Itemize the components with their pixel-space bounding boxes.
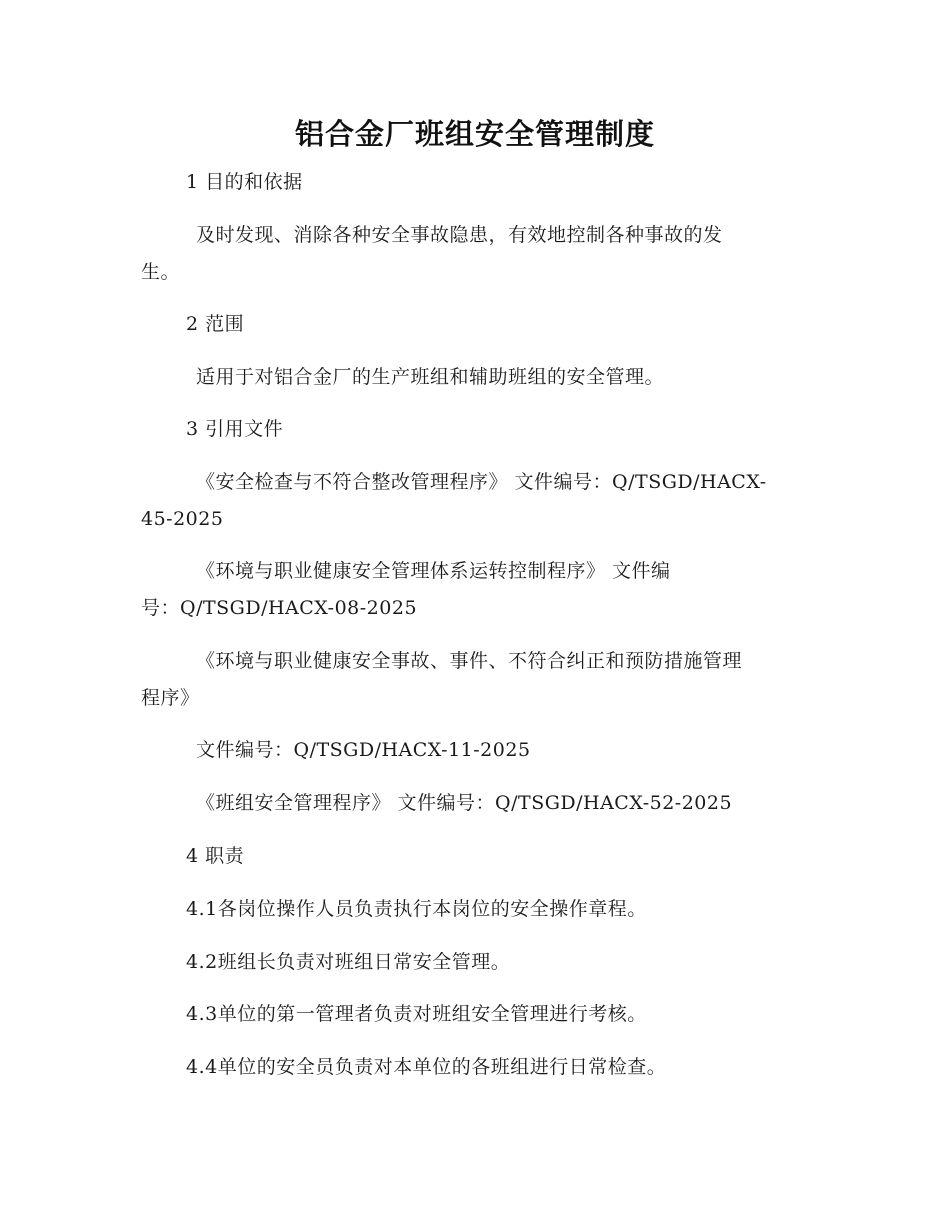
duty-4-3: 4.3单位的第一管理者负责对班组安全管理进行考核。: [186, 1003, 647, 1025]
section-1-body-line-2: 生。: [141, 261, 181, 283]
reference-3-line-2: 程序》: [141, 687, 200, 709]
reference-2-line-1: 《环境与职业健康安全管理体系运转控制程序》 文件编: [196, 560, 671, 582]
section-2-body: 适用于对铝合金厂的生产班组和辅助班组的安全管理。: [196, 366, 665, 388]
reference-2-line-2: 号：Q/TSGD/HACX-08-2025: [141, 597, 418, 619]
reference-3-line-3: 文件编号：Q/TSGD/HACX-11-2025: [196, 739, 531, 761]
duty-4-2: 4.2班组长负责对班组日常安全管理。: [186, 951, 511, 973]
section-2-heading: 2 范围: [186, 313, 245, 335]
duty-4-1: 4.1各岗位操作人员负责执行本岗位的安全操作章程。: [186, 898, 647, 920]
reference-3-line-1: 《环境与职业健康安全事故、事件、不符合纠正和预防措施管理: [196, 650, 743, 672]
reference-1-line-2: 45-2025: [141, 508, 224, 530]
section-3-heading: 3 引用文件: [186, 418, 284, 440]
duty-4-4: 4.4单位的安全员负责对本单位的各班组进行日常检查。: [186, 1056, 667, 1078]
document-title: 铝合金厂班组安全管理制度: [294, 117, 655, 151]
section-1-heading: 1 目的和依据: [186, 171, 303, 193]
reference-1-line-1: 《安全检查与不符合整改管理程序》 文件编号：Q/TSGD/HACX-: [196, 471, 767, 493]
section-4-heading: 4 职责: [186, 845, 245, 867]
section-1-body-line-1: 及时发现、消除各种安全事故隐患，有效地控制各种事故的发: [196, 224, 723, 246]
reference-4-line-1: 《班组安全管理程序》 文件编号：Q/TSGD/HACX-52-2025: [196, 792, 733, 814]
